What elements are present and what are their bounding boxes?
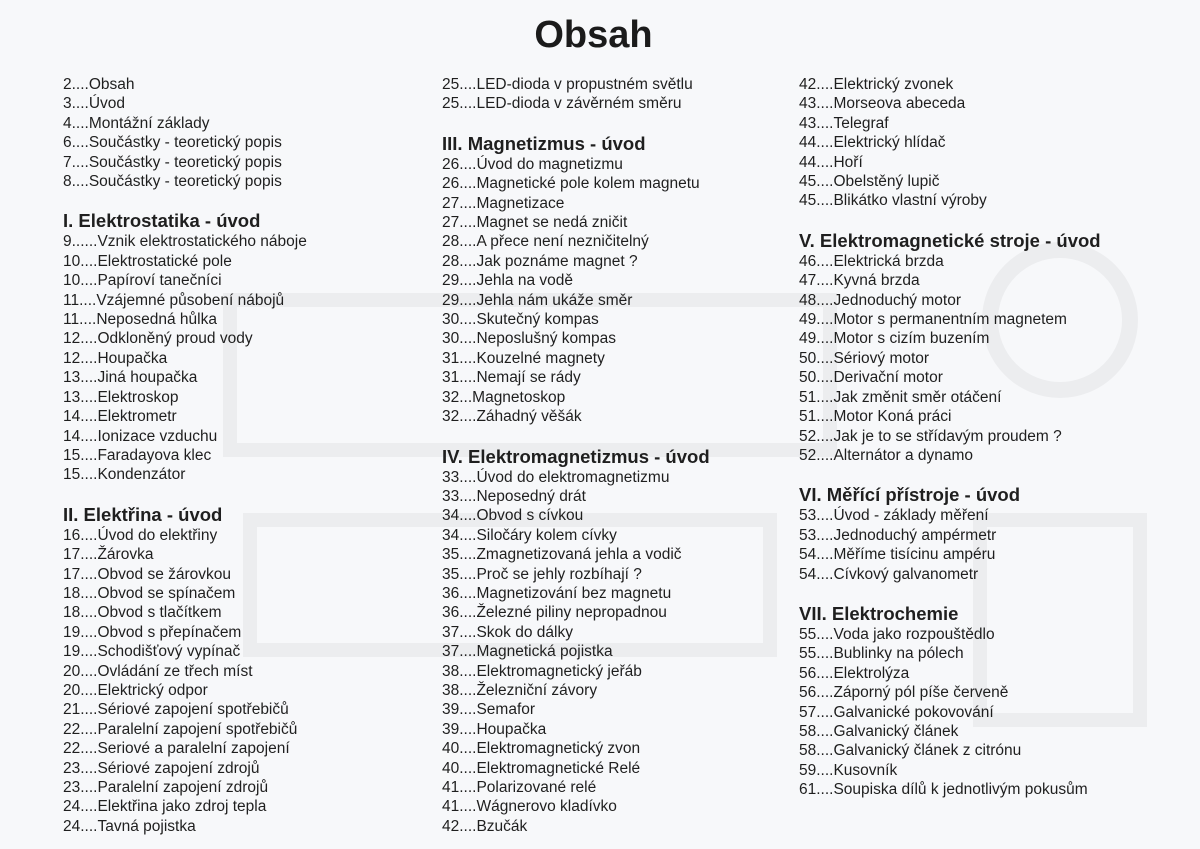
toc-entry: 42....Bzučák: [442, 817, 528, 835]
toc-entry: 58....Galvanický článek: [799, 722, 959, 740]
toc-entry: 8....Součástky - teoretický popis: [63, 173, 282, 191]
toc-entry: 36....Magnetizování bez magnetu: [442, 584, 672, 602]
section-spacer: [442, 114, 782, 133]
toc-entry: 52....Jak je to se střídavým proudem ?: [799, 427, 1062, 445]
toc-entry: 33....Neposedný drát: [442, 487, 586, 505]
toc-entry: 19....Schodišťový vypínač: [63, 643, 241, 661]
toc-entry: 54....Měříme tisícinu ampéru: [799, 546, 996, 564]
toc-entry: 19....Obvod s přepínačem: [63, 623, 242, 641]
toc-entry: 31....Nemají se rády: [442, 369, 581, 387]
section-spacer: [799, 211, 1179, 230]
section-spacer: [442, 427, 782, 446]
toc-entry: 44....Hoří: [799, 153, 863, 171]
page-title: Obsah: [534, 14, 653, 56]
toc-entry: 26....Úvod do magnetizmu: [442, 155, 623, 173]
toc-entry: 10....Papíroví tanečníci: [63, 272, 222, 290]
toc-entry: 32....Záhadný věšák: [442, 408, 582, 426]
toc-entry: 54....Cívkový galvanometr: [799, 565, 979, 583]
toc-entry: 32...Magnetoskop: [442, 388, 566, 406]
toc-entry: 17....Obvod se žárovkou: [63, 565, 232, 583]
toc-entry: 21....Sériové zapojení spotřebičů: [63, 701, 289, 719]
toc-entry: 37....Skok do dálky: [442, 623, 573, 641]
toc-entry: 22....Seriové a paralelní zapojení: [63, 740, 290, 758]
toc-entry: 53....Úvod - základy měření: [799, 507, 989, 525]
toc-entry: 25....LED-dioda v propustném světlu: [442, 76, 693, 93]
section-spacer: [799, 584, 1179, 603]
toc-entry: 7....Součástky - teoretický popis: [63, 153, 282, 171]
toc-column-3: [799, 75, 1179, 800]
toc-entry: 30....Neposlušný kompas: [442, 330, 617, 348]
toc-entry: 27....Magnetizace: [442, 194, 565, 212]
toc-entry: 41....Polarizované relé: [442, 779, 597, 796]
toc-entry: 43....Telegraf: [799, 114, 889, 132]
toc-entry: 20....Elektrický odpor: [63, 681, 208, 699]
toc-entry: 52....Alternátor a dynamo: [799, 446, 974, 464]
toc-entry: 35....Proč se jehly rozbíhají ?: [442, 565, 642, 583]
toc-entry: 30....Skutečný kompas: [442, 311, 599, 329]
toc-entry: 50....Sériový motor: [799, 349, 930, 367]
toc-entry: 11....Neposedná hůlka: [63, 311, 217, 329]
toc-entry: 34....Siločáry kolem cívky: [442, 526, 617, 544]
toc-entry: 55....Bublinky na pólech: [799, 645, 964, 663]
toc-entry: 45....Blikátko vlastní výroby: [799, 192, 987, 210]
toc-entry: 39....Houpačka: [442, 720, 547, 738]
toc-entry: 36....Železné piliny nepropadnou: [442, 604, 667, 622]
toc-entry: 3....Úvod: [63, 95, 126, 113]
section-heading: IV. Elektromagnetizmus - úvod: [442, 445, 710, 467]
toc-entry: 40....Elektromagnetický zvon: [442, 740, 641, 758]
section-heading: V. Elektromagnetické stroje - úvod: [799, 229, 1101, 251]
toc-entry: 17....Žárovka: [63, 546, 154, 564]
toc-entry: 13....Elektroskop: [63, 388, 179, 406]
toc-entry: 57....Galvanické pokovování: [799, 703, 994, 721]
toc-entry: 12....Houpačka: [63, 349, 168, 367]
toc-entry: 44....Elektrický hlídač: [799, 134, 946, 152]
toc-entry: 24....Elektřina jako zdroj tepla: [63, 798, 267, 816]
section-heading: I. Elektrostatika - úvod: [63, 210, 261, 232]
toc-entry: 34....Obvod s cívkou: [442, 507, 584, 525]
toc-entry: 18....Obvod s tlačítkem: [63, 604, 222, 622]
toc-entry: 28....A přece není nezničitelný: [442, 233, 649, 251]
toc-entry: 2....Obsah: [63, 76, 135, 93]
toc-entry: 12....Odkloněný proud vody: [63, 330, 253, 348]
toc-entry: 47....Kyvná brzda: [799, 272, 920, 290]
toc-entry: 61....Soupiska dílů k jednotlivým pokusům: [799, 781, 1088, 799]
toc-entry: 29....Jehla na vodě: [442, 272, 573, 290]
toc-entry: 45....Obelstěný lupič: [799, 173, 940, 191]
toc-entry: 9......Vznik elektrostatického náboje: [63, 233, 307, 251]
toc-entry: 16....Úvod do elektřiny: [63, 526, 218, 544]
toc-entry: 20....Ovládání ze třech míst: [63, 662, 253, 680]
toc-entry: 22....Paralelní zapojení spotřebičů: [63, 720, 298, 738]
toc-entry: 56....Elektrolýza: [799, 664, 910, 682]
toc-entry: 23....Sériové zapojení zdrojů: [63, 759, 260, 777]
toc-entry: 14....Ionizace vzduchu: [63, 427, 218, 445]
toc-entry: 46....Elektrická brzda: [799, 252, 944, 270]
toc-entry: 48....Jednoduchý motor: [799, 291, 961, 309]
toc-entry: 29....Jehla nám ukáže směr: [442, 291, 633, 309]
toc-entry: 37....Magnetická pojistka: [442, 643, 613, 661]
toc-entry: 15....Faradayova klec: [63, 446, 212, 464]
toc-entry: 4....Montážní základy: [63, 114, 210, 132]
toc-column-2: [442, 75, 782, 836]
toc-entry: 6....Součástky - teoretický popis: [63, 134, 282, 152]
toc-entry: 55....Voda jako rozpouštědlo: [799, 625, 995, 643]
toc-entry: 28....Jak poznáme magnet ?: [442, 252, 638, 270]
toc-entry: 39....Semafor: [442, 701, 536, 719]
toc-entry: 51....Motor Koná práci: [799, 408, 952, 426]
toc-entry: 26....Magnetické pole kolem magnetu: [442, 175, 700, 193]
toc-entry: 38....Elektromagnetický jeřáb: [442, 662, 642, 680]
toc-entry: 53....Jednoduchý ampérmetr: [799, 526, 997, 544]
toc-entry: 15....Kondenzátor: [63, 466, 186, 484]
toc-entry: 51....Jak změnit směr otáčení: [799, 388, 1002, 406]
section-spacer: [63, 485, 403, 504]
toc-entry: 23....Paralelní zapojení zdrojů: [63, 779, 269, 796]
toc-entry: 59....Kusovník: [799, 761, 898, 779]
toc-entry: 25....LED-dioda v závěrném směru: [442, 95, 682, 113]
toc-entry: 40....Elektromagnetické Relé: [442, 759, 641, 777]
toc-entry: 43....Morseova abeceda: [799, 95, 966, 113]
toc-column-1: [63, 75, 403, 836]
toc-entry: 42....Elektrický zvonek: [799, 76, 954, 93]
toc-entry: 18....Obvod se spínačem: [63, 584, 236, 602]
toc-entry: 14....Elektrometr: [63, 408, 177, 426]
section-heading: VI. Měřící přístroje - úvod: [799, 484, 1021, 506]
toc-entry: 35....Zmagnetizovaná jehla a vodič: [442, 546, 682, 564]
toc-entry: 41....Wágnerovo kladívko: [442, 798, 617, 816]
toc-entry: 33....Úvod do elektromagnetizmu: [442, 468, 670, 486]
toc-entry: 10....Elektrostatické pole: [63, 252, 232, 270]
section-heading: III. Magnetizmus - úvod: [442, 132, 646, 154]
toc-entry: 11....Vzájemné působení nábojů: [63, 291, 285, 309]
section-heading: VII. Elektrochemie: [799, 602, 959, 624]
toc-entry: 31....Kouzelné magnety: [442, 349, 605, 367]
section-heading: II. Elektřina - úvod: [63, 503, 223, 525]
toc-entry: 24....Tavná pojistka: [63, 817, 196, 835]
toc-entry: 13....Jiná houpačka: [63, 369, 198, 387]
toc-entry: 27....Magnet se nedá zničit: [442, 214, 628, 232]
section-spacer: [799, 465, 1179, 484]
toc-entry: 58....Galvanický článek z citrónu: [799, 742, 1022, 760]
section-spacer: [63, 191, 403, 210]
toc-entry: 49....Motor s permanentním magnetem: [799, 311, 1067, 329]
toc-entry: 50....Derivační motor: [799, 369, 943, 387]
toc-entry: 56....Záporný pól píše červeně: [799, 684, 1009, 702]
toc-entry: 38....Železniční závory: [442, 681, 598, 699]
toc-entry: 49....Motor s cizím buzením: [799, 330, 990, 348]
